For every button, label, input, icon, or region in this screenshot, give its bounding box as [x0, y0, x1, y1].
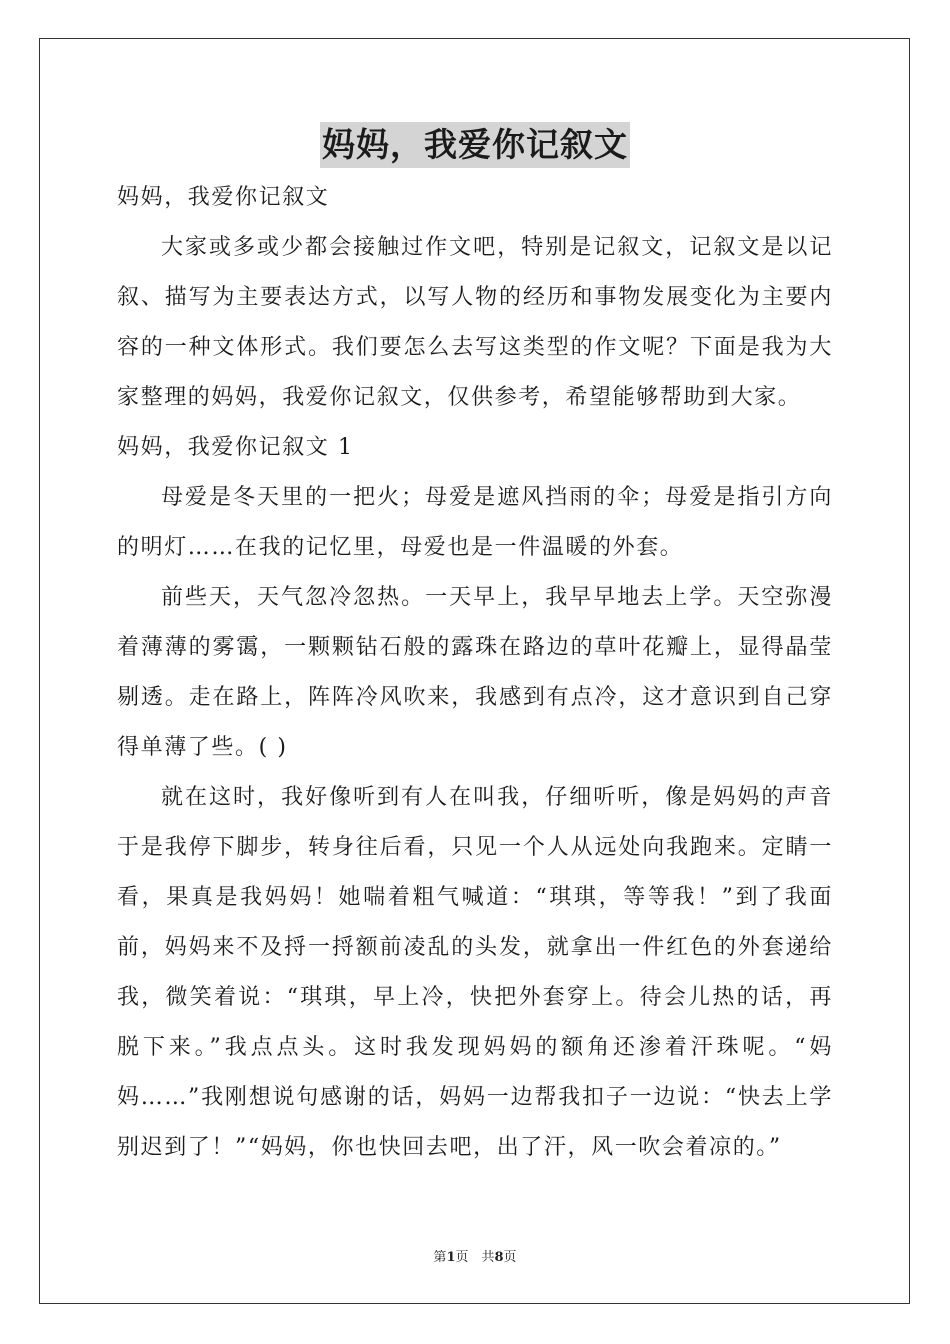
- body-paragraph-2: 前些天，天气忽冷忽热。一天早上，我早早地去上学。天空弥漫着薄薄的雾霭，一颗颗钻石般的露珠在路边的草叶花瓣上，显得晶莹剔透。走在路上，阵阵冷风吹来，我感到有点冷，这才意识到自己穿得单薄了些。( ): [117, 585, 833, 760]
- body-paragraph-1: 母爱是冬天里的一把火；母爱是遮风挡雨的伞；母爱是指引方向的明灯……在我的记忆里，母爱也是一件温暖的外套。: [117, 485, 833, 560]
- document-body: [117, 173, 833, 1173]
- document-subtitle: 妈妈，我爱你记叙文: [117, 185, 330, 210]
- document-title: 妈妈，我爱你记叙文: [320, 122, 630, 168]
- body-paragraph-3: 就在这时，我好像听到有人在叫我，仔细听听，像是妈妈的声音于是我停下脚步，转身往后看，只见一个人从远处向我跑来。定睛一看，果真是我妈妈！她喘着粗气喊道：“琪琪，等等我！”到了我面前，妈妈来不及捋一捋额前凌乱的头发，就拿出一件红色的外套递给我，微笑着说：“琪琪，早上冷，快把外套穿上。待会儿热的话，再脱下来。”我点点头。这时我发现妈妈的额角还渗着汗珠呢。“妈妈……”我刚想说句感谢的话，妈妈一边帮我扣子一边说：“快去上学别迟到了！”“妈妈，你也快回去吧，出了汗，风一吹会着凉的。”: [117, 785, 833, 1160]
- total-pages-number: 8: [494, 1250, 504, 1265]
- page-mid: 页 共: [455, 1250, 495, 1265]
- current-page-number: 1: [446, 1250, 456, 1265]
- page-footer: [0, 1246, 950, 1265]
- section-heading: 妈妈，我爱你记叙文 1: [117, 435, 354, 460]
- title-container: [0, 122, 950, 168]
- intro-paragraph: 大家或多或少都会接触过作文吧，特别是记叙文，记叙文是以记叙、描写为主要表达方式，以写人物的经历和事物发展变化为主要内容的一种文体形式。我们要怎么去写这类型的作文呢？下面是我为大家整理的妈妈，我爱你记叙文，仅供参考，希望能够帮助到大家。: [117, 235, 833, 410]
- page-suffix: 页: [503, 1250, 517, 1265]
- page-prefix: 第: [433, 1250, 447, 1265]
